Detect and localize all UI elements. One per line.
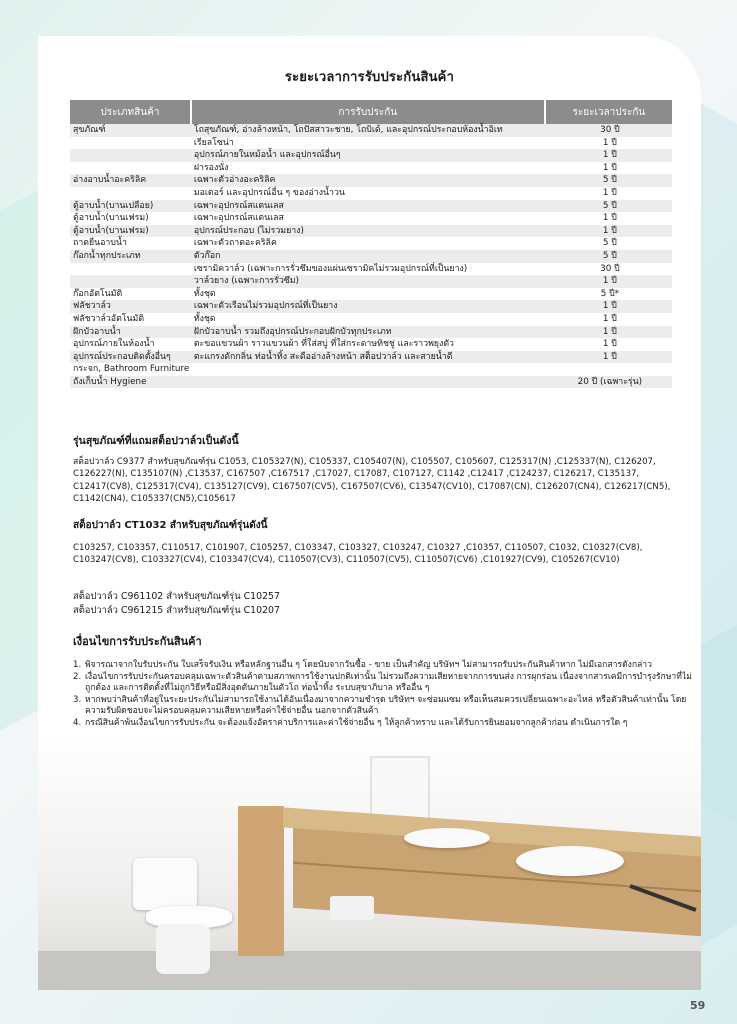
period-cell: 1 ปี bbox=[545, 149, 672, 162]
coverage-cell: ทั้งชุด bbox=[191, 313, 545, 326]
period-cell bbox=[545, 363, 672, 376]
condition-item bbox=[73, 718, 693, 730]
period-cell: 5 ปี* bbox=[545, 288, 672, 301]
product-type-cell bbox=[70, 162, 191, 175]
coverage-cell: โถสุขภัณฑ์, อ่างล้างหน้า, โถปัสสาวะชาย, โถบิเด้, และอุปกรณ์ประกอบห้องน้ำอิเท bbox=[191, 124, 545, 137]
coverage-cell: อุปกรณ์ภายในหม้อน้ำ และอุปกรณ์อื่นๆ bbox=[191, 149, 545, 162]
table-row bbox=[70, 250, 672, 263]
stop-valve-c961215-text: สต็อปวาล์ว C961215 สำหรับสุขภัณฑ์รุ่น C10207 bbox=[73, 605, 280, 616]
header-period: ระยะเวลาประกัน bbox=[545, 100, 672, 124]
photo-sink-left bbox=[404, 828, 490, 848]
coverage-cell: ฝักบัวอาบน้ำ รวมถึงอุปกรณ์ประกอบฝักบัวทุกประเภท bbox=[191, 326, 545, 339]
product-type-cell: อุปกรณ์ประกอบติดตั้งอื่นๆ bbox=[70, 351, 191, 364]
coverage-cell: ตะขอแขวนผ้า ราวแขวนผ้า ที่ใส่สบู่ ที่ใส่กระดาษทิชชู่ และราวพยุงตัว bbox=[191, 338, 545, 351]
stop-valve-c961102-text: สต็อปวาล์ว C961102 สำหรับสุขภัณฑ์รุ่น C10257 bbox=[73, 591, 280, 602]
content-panel bbox=[38, 36, 701, 990]
stop-valve-c9377-text: สต็อปวาล์ว C9377 สำหรับสุขภัณฑ์รุ่น C1053, C105327(N), C105337, C105407(N), C105507, C105607, C125317(N) ,C125337(N), C126207, C126227(N), C135107(N) ,C13537, C167507 ,C167517 ,C17027, C17087, C107127, C1142 ,C12417 ,C124237, C126217, C135137, C12417(CV8), C125317(CV4), C135127(CV9), C167507(CV5), C167507(CV6), C13547(CV10), C17087(CN), C126207(CN4), C126217(CN5), C1142(CN4), C105337(CN5),C105617 bbox=[73, 457, 671, 505]
product-type-cell: อ่างอาบน้ำอะคริลิค bbox=[70, 174, 191, 187]
conditions-heading: เงื่อนไขการรับประกันสินค้า bbox=[73, 635, 202, 648]
period-cell: 1 ปี bbox=[545, 351, 672, 364]
product-type-cell: ฟลัชวาล์ว bbox=[70, 300, 191, 313]
product-type-cell bbox=[70, 187, 191, 200]
table-row bbox=[70, 225, 672, 238]
table-row bbox=[70, 187, 672, 200]
coverage-cell: เฉพาะตัวเรือนไม่รวมอุปกรณ์ที่เป็นยาง bbox=[191, 300, 545, 313]
product-type-cell bbox=[70, 263, 191, 276]
coverage-cell: เฉพาะอุปกรณ์สแตนเลส bbox=[191, 200, 545, 213]
page-number: 59 bbox=[690, 999, 706, 1012]
table-row bbox=[70, 376, 672, 389]
condition-text: เงื่อนไขการรับประกันครอบคลุมเฉพาะตัวสินค้าตามสภาพการใช้งานปกติเท่านั้น ไม่รวมถึงความเสียหายจากการขนส่ง การผุกร่อน เนื่องจากสารเคมีการบำรุงรักษาที่ไม่ถูกต้อง และการติดตั้งที่ไม่ถูกวิธีหรือมีสิ่งอุดตันภายในตัวโถ ท่อน้ำทิ้ง ระบบสุขาภิบาล หรืออื่น ๆ bbox=[85, 671, 692, 694]
period-cell: 1 ปี bbox=[545, 162, 672, 175]
period-cell: 5 ปี bbox=[545, 250, 672, 263]
period-cell: 1 ปี bbox=[545, 212, 672, 225]
warranty-table bbox=[70, 100, 672, 388]
product-type-cell: ตู้อาบน้ำ(บานเฟรม) bbox=[70, 225, 191, 238]
coverage-cell: ฝารองนั่ง bbox=[191, 162, 545, 175]
table-row bbox=[70, 338, 672, 351]
table-row bbox=[70, 363, 672, 376]
photo-shelf-unit bbox=[238, 806, 284, 956]
coverage-cell: ตัวก๊อก bbox=[191, 250, 545, 263]
product-type-cell: ตู้อาบน้ำ(บานเปลือย) bbox=[70, 200, 191, 213]
table-row bbox=[70, 212, 672, 225]
photo-toilet-base bbox=[156, 924, 210, 974]
product-type-cell bbox=[70, 149, 191, 162]
photo-toilet-tank bbox=[133, 858, 197, 910]
condition-text: หากพบว่าสินค้าที่อยู่ในระยะประกันไม่สามารถใช้งานได้อันเนื่องมาจากความชำรุด บริษัทฯ จะซ่อมแซม หรือเห็นสมควรเปลี่ยนเฉพาะอะไหล่ หรือตัวสินค้าเท่านั้น โดยความรับผิดชอบจะไม่ครอบคลุมความเสียหายหรือค่าใช้จ่ายอื่น นอกจากตัวสินค้า bbox=[85, 694, 687, 717]
period-cell: 30 ปี bbox=[545, 263, 672, 276]
table-row bbox=[70, 300, 672, 313]
table-row bbox=[70, 162, 672, 175]
table-row bbox=[70, 288, 672, 301]
product-type-cell: สุขภัณฑ์ bbox=[70, 124, 191, 137]
coverage-cell bbox=[191, 363, 545, 376]
coverage-cell bbox=[191, 376, 545, 389]
table-row bbox=[70, 275, 672, 288]
product-type-cell: ฝักบัวอาบน้ำ bbox=[70, 326, 191, 339]
period-cell: 5 ปี bbox=[545, 237, 672, 250]
period-cell: 5 ปี bbox=[545, 200, 672, 213]
condition-number: 1. bbox=[73, 660, 82, 670]
photo-towels bbox=[330, 896, 374, 920]
condition-item bbox=[73, 695, 693, 718]
table-row bbox=[70, 351, 672, 364]
product-type-cell bbox=[70, 275, 191, 288]
condition-item bbox=[73, 672, 693, 695]
period-cell: 1 ปี bbox=[545, 313, 672, 326]
table-row bbox=[70, 149, 672, 162]
coverage-cell: เฉพาะตัวอ่างอะคริลิค bbox=[191, 174, 545, 187]
table-row bbox=[70, 137, 672, 150]
product-type-cell: อุปกรณ์ภายในห้องน้ำ bbox=[70, 338, 191, 351]
table-row bbox=[70, 263, 672, 276]
period-cell: 1 ปี bbox=[545, 300, 672, 313]
coverage-cell: ตะแกรงดักกลิ่น ท่อน้ำทิ้ง สะดืออ่างล้างหน้า สต็อปวาล์ว และสายน้ำดี bbox=[191, 351, 545, 364]
product-type-cell: ก๊อกน้ำทุกประเภท bbox=[70, 250, 191, 263]
coverage-cell: อุปกรณ์ประกอบ (ไม่รวมยาง) bbox=[191, 225, 545, 238]
product-type-cell: ฟลัชวาล์วอัตโนมัติ bbox=[70, 313, 191, 326]
product-type-cell: กระจก, Bathroom Furniture bbox=[70, 363, 191, 376]
period-cell: 1 ปี bbox=[545, 187, 672, 200]
header-product-type: ประเภทสินค้า bbox=[70, 100, 191, 124]
photo-sink-right bbox=[516, 846, 624, 876]
table-header-row bbox=[70, 100, 672, 124]
bathroom-photo bbox=[38, 736, 701, 990]
product-type-cell: ก๊อกอัตโนมัติ bbox=[70, 288, 191, 301]
condition-number: 2. bbox=[73, 671, 82, 682]
header-coverage: การรับประกัน bbox=[191, 100, 545, 124]
table-row bbox=[70, 174, 672, 187]
period-cell: 1 ปี bbox=[545, 338, 672, 351]
product-type-cell: ตู้อาบน้ำ(บานเฟรม) bbox=[70, 212, 191, 225]
models-heading: รุ่นสุขภัณฑ์ที่แถมสต็อปวาล์วเป็นดังนี้ bbox=[73, 435, 239, 447]
table-row bbox=[70, 237, 672, 250]
period-cell: 1 ปี bbox=[545, 275, 672, 288]
table-row bbox=[70, 124, 672, 137]
condition-text: พิจารณาจากใบรับประกัน ใบเสร็จรับเงิน หรือหลักฐานอื่น ๆ โดยนับจากวันซื้อ - ขาย เป็นสำคัญ บริษัทฯ ไม่สามารถรับประกันสินค้าหาก ไม่มีเอกสารดังกล่าว bbox=[85, 660, 652, 670]
table-row bbox=[70, 313, 672, 326]
page-title: ระยะเวลาการรับประกันสินค้า bbox=[284, 70, 455, 85]
period-cell: 5 ปี bbox=[545, 174, 672, 187]
coverage-cell: ทั้งชุด bbox=[191, 288, 545, 301]
photo-mirror bbox=[370, 756, 430, 820]
period-cell: 1 ปี bbox=[545, 225, 672, 238]
coverage-cell: มอเตอร์ และอุปกรณ์อื่น ๆ ของอ่างน้ำวน bbox=[191, 187, 545, 200]
coverage-cell: เฉพาะอุปกรณ์สแตนเลส bbox=[191, 212, 545, 225]
stop-valve-ct1032-models: C103257, C103357, C110517, C101907, C105257, C103347, C103327, C103247, C10327 ,C10357, C110507, C1032, C10327(CV8), C103247(CV8), C103327(CV4), C103347(CV4), C110507(CV3), C110507(CV5), C110507(CV6) ,C101927(CV9), C105267(CV10) bbox=[73, 543, 643, 566]
condition-item bbox=[73, 660, 693, 672]
product-type-cell: ถาดยืนอาบน้ำ bbox=[70, 237, 191, 250]
coverage-cell: เรียลโซน่า bbox=[191, 137, 545, 150]
stop-valve-ct1032-heading: สต็อปวาล์ว CT1032 สำหรับสุขภัณฑ์รุ่นดังนี้ bbox=[73, 520, 268, 531]
product-type-cell bbox=[70, 137, 191, 150]
product-type-cell: ถังเก็บน้ำ Hygiene bbox=[70, 376, 191, 389]
conditions-list bbox=[73, 660, 693, 730]
photo-floor bbox=[38, 951, 701, 990]
condition-text: กรณีสินค้าพ้นเงื่อนไขการรับประกัน จะต้องแจ้งอัตราค่าบริการและค่าใช้จ่ายอื่น ๆ ให้ลูกค้าทราบ และได้รับการยินยอมจากลูกค้าก่อน ดำเนินการใด ๆ bbox=[85, 717, 628, 728]
period-cell: 20 ปี (เฉพาะรุ่น) bbox=[545, 376, 672, 389]
coverage-cell: เฉพาะตัวถาดอะคริลิค bbox=[191, 237, 545, 250]
period-cell: 30 ปี bbox=[545, 124, 672, 137]
table-row bbox=[70, 200, 672, 213]
table-row bbox=[70, 326, 672, 339]
condition-number: 4. bbox=[73, 717, 82, 728]
period-cell: 1 ปี bbox=[545, 137, 672, 150]
period-cell: 1 ปี bbox=[545, 326, 672, 339]
condition-number: 3. bbox=[73, 694, 82, 705]
coverage-cell: วาล์วยาง (เฉพาะการรั่วซึม) bbox=[191, 275, 545, 288]
table-body bbox=[70, 124, 672, 388]
coverage-cell: เซรามิควาล์ว (เฉพาะการรั่วซึมของแผ่นเซรามิคไม่รวมอุปกรณ์ที่เป็นยาง) bbox=[191, 263, 545, 276]
